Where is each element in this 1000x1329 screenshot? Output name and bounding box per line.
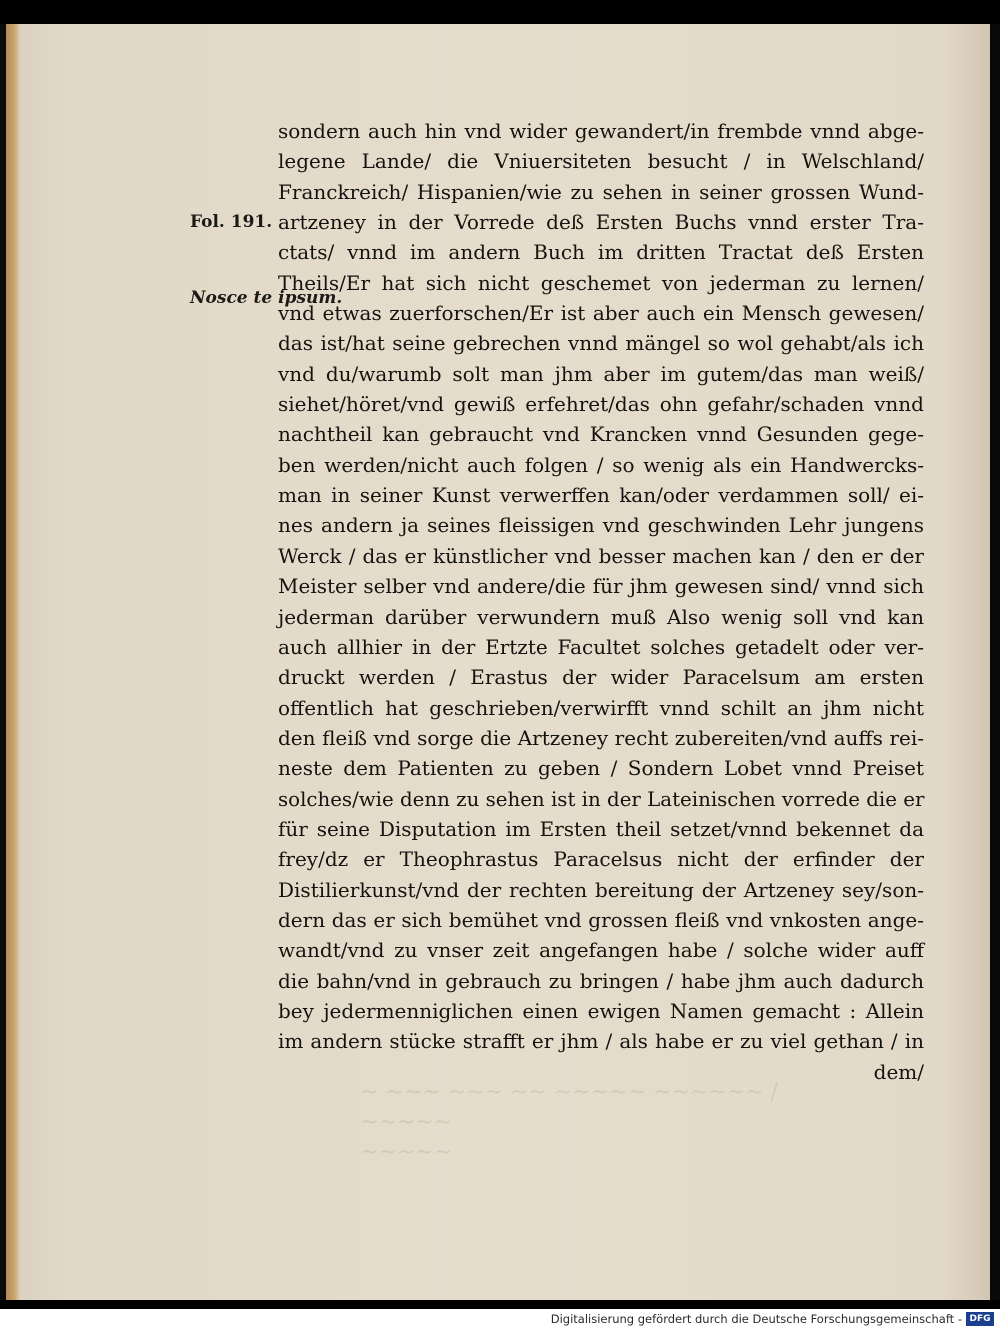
text-line: für seine Disputation im Ersten theil setzet/vnnd bekennet da	[278, 816, 924, 841]
text-line: jederman darüber verwundern muß Also wenig soll vnd kan	[278, 604, 924, 629]
text-line: Theils/Er hat sich nicht geschemet von jederman zu lernen/	[278, 270, 924, 295]
text-line: Franckreich/ Hispanien/wie zu sehen in seiner grossen Wund-	[278, 179, 924, 204]
text-line: vnd etwas zuerforschen/Er ist aber auch ein Mensch gewesen/	[278, 301, 924, 326]
text-line: offentlich hat geschrieben/verwirfft vnnd schilt an jhm nicht	[278, 695, 924, 720]
scan-right-border	[990, 24, 1000, 1309]
scan-left-border	[0, 24, 6, 1309]
body-text	[278, 116, 924, 1087]
scan-top-border	[0, 0, 1000, 24]
text-line: man in seiner Kunst verwerffen kan/oder verdammen soll/ ei-	[278, 483, 924, 508]
text-line: Distilierkunst/vnd der rechten bereitung der Artzeney sey/son-	[278, 877, 924, 902]
text-line: Werck / das er künstlicher vnd besser machen kan / den er der	[278, 543, 924, 568]
text-line: die bahn/vnd in gebrauch zu bringen / habe jhm auch dadurch	[278, 968, 924, 993]
scan-bottom-border	[0, 1300, 1000, 1309]
text-line: wandt/vnd zu vnser zeit angefangen habe / solche wider auff	[278, 938, 924, 963]
text-line: vnd du/warumb solt man jhm aber im gutem/das man weiß/	[278, 361, 924, 386]
text-line: artzeney in der Vorrede deß Ersten Buchs vnnd erster Tra-	[278, 210, 924, 235]
text-line: im andern stücke strafft er jhm / als habe er zu viel gethan / in	[278, 1029, 924, 1054]
text-line: solches/wie denn zu sehen ist in der Lateinischen vorrede die er	[278, 786, 925, 811]
text-line: frey/dz er Theophrastus Paracelsus nicht der erfinder der	[278, 847, 924, 872]
text-line: den fleiß vnd sorge die Artzeney recht zubereiten/vnd auffs rei-	[278, 725, 924, 750]
text-line: Meister selber vnd andere/die für jhm gewesen sind/ vnnd sich	[278, 574, 924, 599]
text-line: bey jedermenniglichen einen ewigen Namen gemacht : Allein	[278, 998, 924, 1023]
text-line: sondern auch hin vnd wider gewandert/in frembde vnnd abge-	[278, 119, 924, 143]
marginal-note-folio: Fol. 191.	[190, 212, 273, 232]
funding-credit: Digitalisierung gefördert durch die Deutsche Forschungsgemeinschaft -	[550, 1312, 962, 1326]
footer-bar	[0, 1309, 1000, 1329]
text-line: dern das er sich bemühet vnd grossen fleiß vnd vnkosten ange-	[278, 907, 924, 932]
text-line: nachtheil kan gebraucht vnd Krancken vnnd Gesunden gege-	[278, 422, 924, 447]
text-line: nes andern ja seines fleissigen vnd geschwinden Lehr jungens	[278, 513, 924, 538]
text-line: dem/	[873, 1059, 924, 1084]
show-through-ink: ~ ~~~ ~~~ ~~ ~~~~~ ~~~~~~ / ~~~~~ ~~~~~	[360, 1080, 779, 1165]
text-line: das ist/hat seine gebrechen vnnd mängel so wol gehabt/als ich	[278, 331, 924, 356]
text-line: legene Lande/ die Vniuersiteten besucht / in Welschland/	[278, 149, 924, 174]
text-line: druckt werden / Erastus der wider Paracelsum am ersten	[278, 665, 924, 690]
page-binding-edge	[6, 24, 20, 1300]
dfg-logo: DFG	[966, 1312, 994, 1326]
text-line: neste dem Patienten zu geben / Sondern Lobet vnnd Preiset	[278, 756, 924, 781]
marginal-note-latin: Nosce te ipsum.	[190, 288, 343, 308]
text-line: auch allhier in der Ertzte Facultet solches getadelt oder ver-	[278, 634, 924, 659]
text-line: siehet/höret/vnd gewiß erfehret/das ohn gefahr/schaden vnnd	[278, 392, 924, 417]
text-line: ben werden/nicht auch folgen / so wenig als ein Handwercks-	[278, 452, 924, 477]
text-line: ctats/ vnnd im andern Buch im dritten Tractat deß Ersten	[278, 240, 924, 265]
